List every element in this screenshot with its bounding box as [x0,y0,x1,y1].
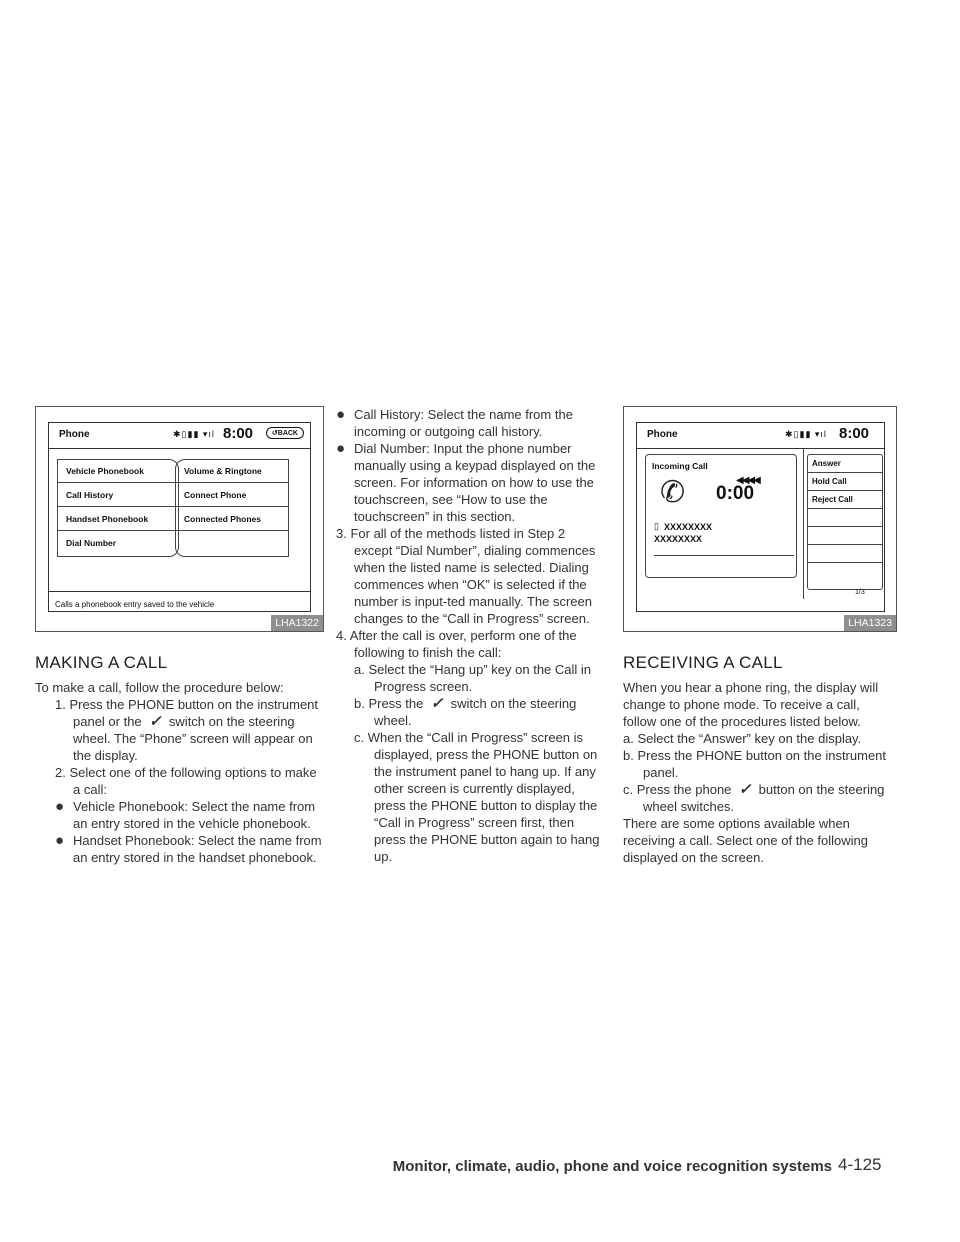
clock: 8:00 [223,425,254,442]
footer-divider [49,591,310,592]
column-right [623,640,895,866]
handset-icon: ✆ [660,476,686,509]
back-button[interactable] [266,427,304,439]
step-1-text-b: switch on the steering wheel. The “Phone” screen will appear on the display. [73,714,313,764]
bullet-dot: ● [336,440,346,457]
menu-empty-slot [176,532,288,555]
status-icons: ✱▯▮▮ ▾ıl [785,429,827,439]
caller-underline [654,555,794,556]
bullet-vehicle-text: Vehicle Phonebook: Select the name from an entry stored in the vehicle phonebook. [73,799,316,832]
screen-title: Phone [647,429,678,440]
step-4b-text-a: b. Press the [354,696,424,711]
caller-number: XXXXXXXX [654,534,703,544]
incoming-arrows-icon: ◀◀◀◀ [736,475,759,486]
receive-c [623,781,895,815]
step-3: 3. For all of the methods listed in Step 2 except “Dial Number”, dialing commences when the listed name is selected. Dialing commences when “OK” is selected if the number is input-ted manually. The screen changes to the “Call in Progress” screen. [336,526,596,626]
step-1 [35,696,323,764]
menu-left-column [57,459,179,557]
bullet-dial-text: Dial Number: Input the phone number manually using a keypad displayed on the screen. For information on how to use the touchscreen, see “How to use the touchscreen” in this section. [354,441,596,524]
back-arrow-icon: ↺ [271,430,278,437]
mobile-icon: ▯ [654,521,659,531]
incoming-call-screen [636,422,885,612]
call-info-panel [645,454,797,578]
page-indicator: 1/3 [855,589,865,596]
bullet-dot: ● [55,832,65,850]
step-4: 4. After the call is over, perform one of the following to finish the call: [336,628,577,660]
bullet-dot: ● [336,406,346,423]
receiving-outro: There are some options available when receiving a call. Select one of the following displayed on the screen. [623,816,868,866]
step-4a: a. Select the “Hang up” key on the Call in Progress screen. [354,662,592,694]
menu-volume-ringtone[interactable]: Volume & Ringtone [176,460,288,483]
header-divider [49,448,310,449]
answer-button[interactable]: Answer [808,455,882,473]
menu-call-history[interactable]: Call History [58,484,178,507]
section-heading-making-a-call: MAKING A CALL [35,653,168,673]
step-2: 2. Select one of the following options to make a call: [55,765,317,798]
phone-button-icon: ✓ [738,781,752,799]
column-left [35,640,323,866]
receive-b: b. Press the PHONE button on the instrument panel. [623,748,887,781]
bullet-dial-number [336,440,602,525]
back-label: BACK [277,430,298,437]
figure-label: LHA1322 [271,615,323,631]
header-divider [637,448,884,449]
empty-option-1 [808,509,882,527]
figure-incoming-call [623,406,897,632]
bullet-handset-phonebook [35,832,323,866]
call-timer: 0:00 [716,483,755,504]
phone-switch-icon: ✓ [149,713,162,731]
clock: 8:00 [839,425,870,442]
phone-switch-icon: ✓ [430,695,444,712]
menu-right-column [175,459,289,557]
making-intro: To make a call, follow the procedure below: [35,680,284,696]
empty-option-2 [808,527,882,545]
empty-option-4 [808,563,882,581]
menu-dial-number[interactable]: Dial Number [66,538,117,548]
figure-label: LHA1323 [844,615,896,631]
menu-connected-phones[interactable]: Connected Phones [176,508,288,531]
bullet-vehicle-phonebook [35,798,323,832]
menu-vehicle-phonebook[interactable]: Vehicle Phonebook [58,460,178,483]
step-4c: c. When the “Call in Progress” screen is displayed, press the PHONE button on the instrument panel to hang up. If any other screen is currently displayed, press the PHONE button to display the “Call in Progress” screen first, then press the PHONE button again to hang up. [354,730,600,864]
receive-c-text-a: c. Press the phone [623,782,732,798]
menu-connect-phone[interactable]: Connect Phone [176,484,288,507]
figure-phone-menu [35,406,324,632]
menu-handset-phonebook[interactable]: Handset Phonebook [58,508,178,531]
step-4b-text-b: switch on the steering wheel. [374,696,577,728]
empty-option-3 [808,545,882,563]
step-4b [336,695,602,729]
bullet-call-history [336,406,602,440]
bullet-history-text: Call History: Select the name from the incoming or outgoing call history. [354,407,573,439]
step-1-text-a: 1. Press the PHONE button on the instrument panel or the [55,697,319,730]
receive-c-text-b: button on the steering wheel switches. [643,782,885,815]
chapter-title: Monitor, climate, audio, phone and voice recognition systems [392,1158,832,1175]
receive-a: a. Select the “Answer” key on the display. [623,731,862,747]
caller-name: XXXXXXXX [664,522,713,532]
page-number: 4-125 [838,1155,882,1174]
receiving-intro: When you hear a phone ring, the display will change to phone mode. To receive a call, follow one of the procedures listed below. [623,680,879,730]
phone-menu-screen [48,422,311,612]
bullet-dot: ● [55,798,65,816]
screen-hint: Calls a phonebook entry saved to the vehicle [55,600,215,609]
column-middle [336,406,602,865]
call-options-panel [807,454,883,590]
reject-call-button[interactable]: Reject Call [808,491,882,509]
section-heading-receiving-a-call: RECEIVING A CALL [623,653,783,673]
call-options-divider [803,449,804,599]
status-icons: ✱▯▮▮ ▾ıl [173,429,215,439]
hold-call-button[interactable]: Hold Call [808,473,882,491]
incoming-call-label: Incoming Call [652,461,708,471]
screen-title: Phone [59,429,90,440]
bullet-handset-text: Handset Phonebook: Select the name from an entry stored in the handset phonebook. [73,833,322,866]
